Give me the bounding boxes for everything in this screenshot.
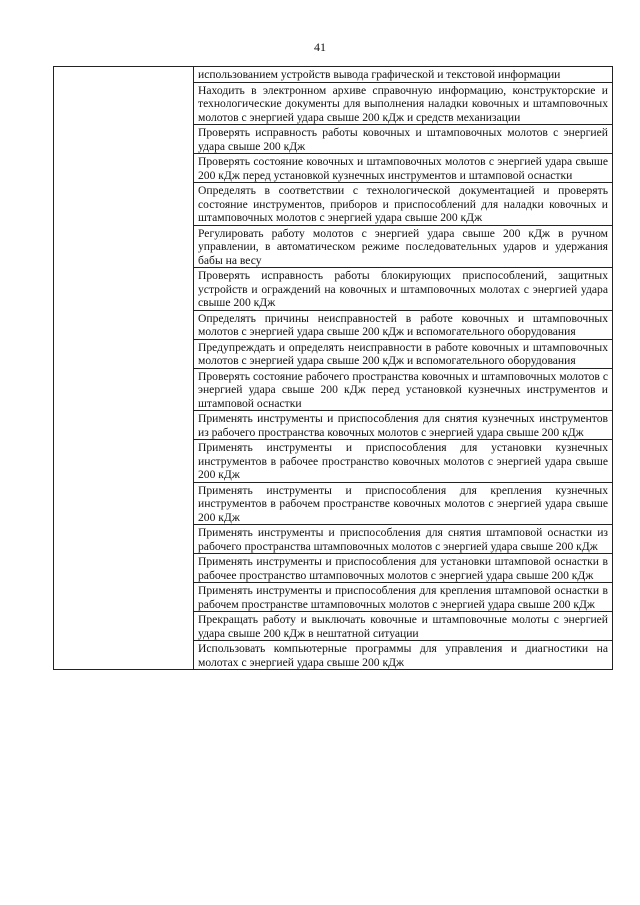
skill-cell (194, 583, 613, 612)
skill-cell (194, 125, 613, 154)
skill-cell (194, 183, 613, 226)
skill-cell (194, 411, 613, 440)
skill-text: Определять причины неисправностей в работе ковочных и штамповочных молотов с энергией удара свыше 200 кДж и вспомогательного оборудования (198, 311, 608, 338)
skill-cell (194, 368, 613, 411)
skill-text: Определять в соответствии с технологической документацией и проверять состояние инструментов, приборов и приспособлений для наладки ковочных и штамповочных молотов с энергией удара свыше 200 кДж (198, 184, 608, 224)
skill-cell (194, 641, 613, 670)
table-row (54, 67, 613, 83)
skill-text: Регулировать работу молотов с энергией удара свыше 200 кДж в ручном управлении, в автоматическом режиме последовательных ударов и удержания бабы на весу (198, 226, 608, 267)
skill-text: Проверять исправность работы блокирующих приспособлений, защитных устройств и ограждений на ковочных и штамповочных молотах с энергией удара свыше 200 кДж (198, 269, 608, 309)
skill-text: Проверять исправность работы ковочных и штамповочных молотов с энергией удара свыше 200 кДж (198, 126, 608, 153)
skill-cell (194, 525, 613, 554)
skill-cell (194, 268, 613, 311)
label-column-cell (54, 67, 194, 670)
skill-cell (194, 440, 613, 483)
skill-text: Применять инструменты и приспособления для крепления кузнечных инструментов в рабочем пространстве ковочных молотов с энергией удара свыше 200 кДж (198, 483, 608, 524)
skill-text: Использовать компьютерные программы для управления и диагностики на молотах с энергией удара свыше 200 кДж (198, 642, 608, 669)
skill-text: Применять инструменты и приспособления для крепления штамповой оснастки в рабочем пространстве штамповочных молотов с энергией удара свыше 200 кДж (198, 584, 608, 611)
skill-cell (194, 482, 613, 525)
skill-text: Применять инструменты и приспособления для установки штамповой оснастки в рабочее пространство штамповочных молотов с энергией удара свыше 200 кДж (198, 555, 608, 582)
skill-cell (194, 612, 613, 641)
skill-text: Проверять состояние ковочных и штамповочных молотов с энергией удара свыше 200 кДж перед установкой кузнечных инструментов и штамповой оснастки (198, 155, 608, 182)
skills-table-body (54, 67, 613, 670)
skill-text: Применять инструменты и приспособления для установки кузнечных инструментов в рабочее пространство ковочных молотов с энергией удара свыше 200 кДж (198, 441, 608, 481)
skill-text: Применять инструменты и приспособления для снятия штамповой оснастки из рабочего пространства штамповочных молотов с энергией удара свыше 200 кДж (198, 526, 608, 553)
skill-cell (194, 554, 613, 583)
skill-text: Находить в электронном архиве справочную информацию, конструкторские и технологические документы для выполнения наладки ковочных и штамповочных молотов с энергией удара свыше 200 кДж и средств механизации (198, 83, 608, 124)
page-number: 41 (314, 40, 326, 54)
skill-text: Применять инструменты и приспособления для снятия кузнечных инструментов из рабочего пространства ковочных молотов с энергией удара свыше 200 кДж (198, 412, 608, 439)
skill-cell (194, 82, 613, 125)
skill-text: использованием устройств вывода графической и текстовой информации (198, 68, 561, 81)
skill-cell (194, 67, 613, 83)
skill-cell (194, 225, 613, 268)
skill-cell (194, 339, 613, 368)
skill-text: Прекращать работу и выключать ковочные и штамповочные молоты с энергией удара свыше 200 кДж в нештатной ситуации (198, 613, 608, 640)
skill-text: Проверять состояние рабочего пространства ковочных и штамповочных молотов с энергией удара свыше 200 кДж перед установкой кузнечных инструментов и штамповой оснастки (198, 369, 608, 410)
skill-cell (194, 154, 613, 183)
skills-table (53, 66, 613, 670)
skill-text: Предупреждать и определять неисправности в работе ковочных и штамповочных молотов с энергией удара свыше 200 кДж и вспомогательного оборудования (198, 340, 608, 367)
skill-cell (194, 310, 613, 339)
